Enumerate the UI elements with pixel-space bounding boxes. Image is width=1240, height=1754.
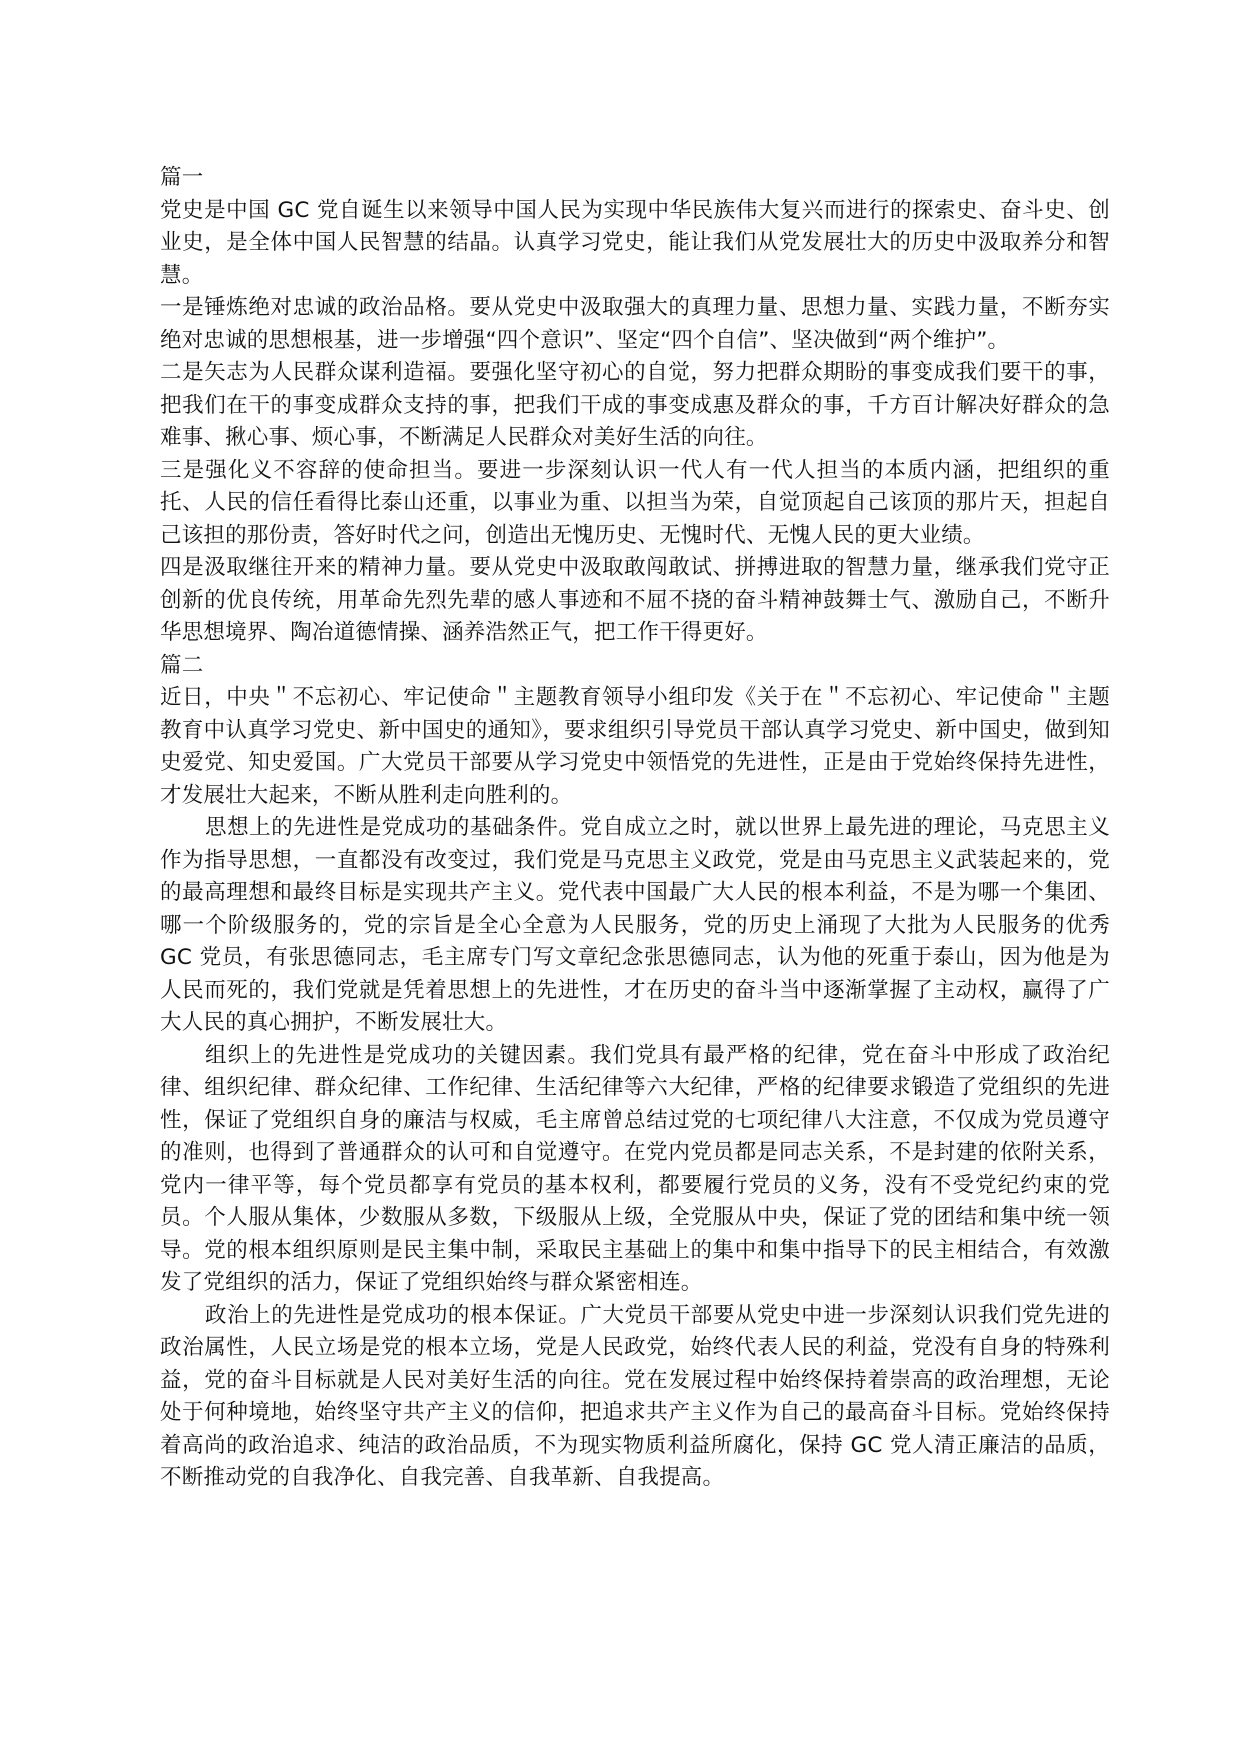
paragraph: 近日，中央＂不忘初心、牢记使命＂主题教育领导小组印发《关于在＂不忘初心、牢记使命＂主题教育中认真学习党史、新中国史的通知》，要求组织引导党员干部认真学习党史、新中国史，做到知史爱党、知史爱国。广大党员干部要从学习党史中领悟党的先进性，正是由于党始终保持先进性，才发展壮大起来，不断从胜利走向胜利的。 (160, 685, 1110, 808)
section-heading-2: 篇二 (160, 652, 204, 678)
paragraph: 四是汲取继往开来的精神力量。要从党史中汲取敢闯敢试、拼搏进取的智慧力量，继承我们党守正创新的优良传统，用革命先烈先辈的感人事迹和不屈不挠的奋斗精神鼓舞士气、激励自己，不断升华思想境界、陶冶道德情操、涵养浩然正气，把工作干得更好。 (160, 555, 1110, 645)
paragraph: 思想上的先进性是党成功的基础条件。党自成立之时，就以世界上最先进的理论，马克思主义作为指导思想，一直都没有改变过，我们党是马克思主义政党，党是由马克思主义武装起来的，党的最高理想和最终目标是实现共产主义。党代表中国最广大人民的根本利益，不是为哪一个集团、哪一个阶级服务的，党的宗旨是全心全意为人民服务，党的历史上涌现了大批为人民服务的优秀 GC 党员，有张思德同志，毛主席专门写文章纪念张思德同志，认为他的死重于泰山，因为他是为人民而死的，我们党就是凭着思想上的先进性，才在历史的奋斗当中逐渐掌握了主动权，赢得了广大人民的真心拥护，不断发展壮大。 (160, 815, 1110, 1035)
paragraph: 党史是中国 GC 党自诞生以来领导中国人民为实现中华民族伟大复兴而进行的探索史、奋斗史、创业史，是全体中国人民智慧的结晶。认真学习党史，能让我们从党发展壮大的历史中汲取养分和智慧。 (160, 197, 1110, 288)
paragraph: 二是矢志为人民群众谋利造福。要强化坚守初心的自觉，努力把群众期盼的事变成我们要干的事，把我们在干的事变成群众支持的事，把我们干成的事变成惠及群众的事，千方百计解决好群众的急难事、揪心事、烦心事，不断满足人民群众对美好生活的向往。 (160, 360, 1110, 450)
section-heading-1: 篇一 (160, 165, 204, 190)
paragraph: 政治上的先进性是党成功的根本保证。广大党员干部要从党史中进一步深刻认识我们党先进的政治属性，人民立场是党的根本立场，党是人民政党，始终代表人民的利益，党没有自身的特殊利益，党的奋斗目标就是人民对美好生活的向往。党在发展过程中始终保持着崇高的政治理想，无论处于何种境地，始终坚守共产主义的信仰，把追求共产主义作为自己的最高奋斗目标。党始终保持着高尚的政治追求、纯洁的政治品质，不为现实物质利益所腐化，保持 GC 党人清正廉洁的品质，不断推动党的自我净化、自我完善、自我革新、自我提高。 (160, 1302, 1110, 1490)
document-page (160, 162, 1110, 1495)
paragraph: 三是强化义不容辞的使命担当。要进一步深刻认识一代人有一代人担当的本质内涵，把组织的重托、人民的信任看得比泰山还重，以事业为重、以担当为荣，自觉顶起自己该顶的那片天，担起自己该担的那份责，答好时代之问，创造出无愧历史、无愧时代、无愧人民的更大业绩。 (160, 457, 1110, 548)
paragraph: 一是锤炼绝对忠诚的政治品格。要从党史中汲取强大的真理力量、思想力量、实践力量，不断夯实绝对忠诚的思想根基，进一步增强“四个意识”、坚定“四个自信”、坚决做到“两个维护”。 (160, 295, 1110, 353)
paragraph: 组织上的先进性是党成功的关键因素。我们党具有最严格的纪律，党在奋斗中形成了政治纪律、组织纪律、群众纪律、工作纪律、生活纪律等六大纪律，严格的纪律要求锻造了党组织的先进性，保证了党组织自身的廉洁与权威，毛主席曾总结过党的七项纪律八大注意，不仅成为党员遵守的准则，也得到了普通群众的认可和自觉遵守。在党内党员都是同志关系，不是封建的依附关系，党内一律平等，每个党员都享有党员的基本权利，都要履行党员的义务，没有不受党纪约束的党员。个人服从集体，少数服从多数，下级服从上级，全党服从中央，保证了党的团结和集中统一领导。党的根本组织原则是民主集中制，采取民主基础上的集中和集中指导下的民主相结合，有效激发了党组织的活力，保证了党组织始终与群众紧密相连。 (160, 1042, 1110, 1295)
